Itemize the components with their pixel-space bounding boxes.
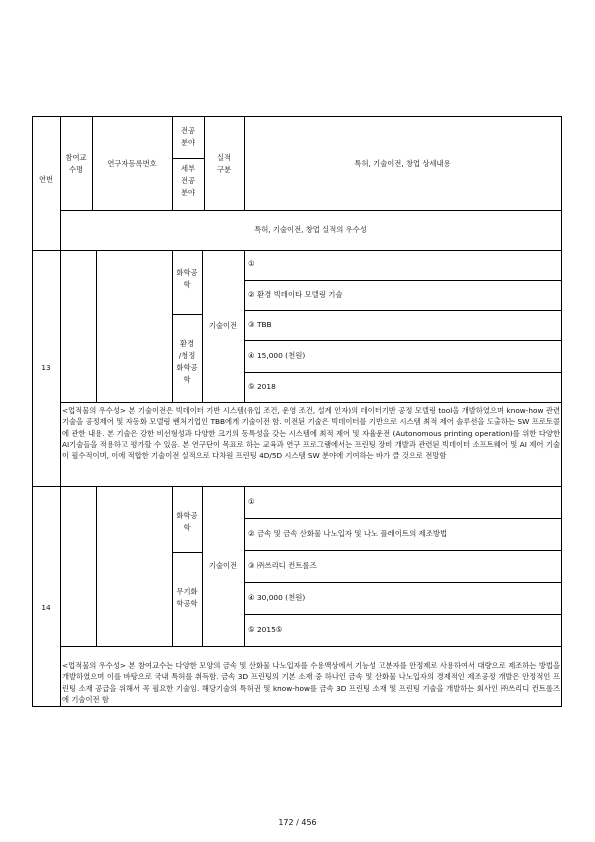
header-excellence: 특허, 기술이전, 창업 실적의 우수성 — [254, 225, 367, 234]
record-result-type: 기술이전 — [208, 321, 238, 330]
grid-line — [96, 486, 97, 646]
header-detail-field: 세부 전공 분야 — [180, 164, 196, 197]
grid-line — [244, 250, 245, 402]
grid-line — [32, 250, 562, 251]
record-entry: ④ 30,000 (천원) — [248, 593, 306, 602]
header-major: 전공 분야 — [180, 126, 196, 147]
performance-table — [32, 116, 562, 707]
header-index: 연번 — [38, 175, 54, 184]
grid-line — [244, 614, 561, 615]
record-major: 화학공 학 — [176, 511, 198, 532]
header-result-type: 실적 구분 — [216, 153, 232, 174]
grid-line — [244, 550, 561, 551]
record-entry: ① — [248, 497, 255, 506]
record-result-type: 기술이전 — [208, 561, 238, 570]
grid-line — [244, 372, 561, 373]
grid-line — [172, 314, 202, 315]
grid-line — [60, 646, 561, 647]
header-details: 특허, 기술이전, 창업 상세내용 — [354, 159, 451, 168]
grid-line — [32, 486, 562, 487]
record-excellence: <업적물의 우수성> 본 참여교수는 다양한 모양의 금속 및 산화물 나노입자를 수용액상에서 기능성 고분자를 안정제로 사용하여서 대량으로 제조하는 방법을 개발하였으며 이를 바탕으로 국내 특허를 취득함. 금속 3D 프린팅의 기본 소재 중 하나인 금속 및 산화물 나노입자의 경제적인 제조공정 개발은 안정적인 프린팅 소재 공급을 위해서 꼭 필요한 기술임. 해당기술의 특허권 및 know-how를 금속 3D 프린팅 소재 및 프린팅 기술을 개발하는 회사인 ㈜쓰리디 컨트롤즈에 기술이전 함 — [62, 661, 560, 704]
record-entry: ③ TBB — [248, 320, 272, 329]
grid-line — [244, 486, 245, 646]
grid-line — [60, 402, 561, 403]
record-entry: ⑤ 2015⑤ — [248, 625, 283, 634]
record-entry: ① — [248, 259, 255, 268]
record-entry: ④ 15,000 (천원) — [248, 351, 306, 360]
record-major: 화학공 학 — [176, 268, 198, 289]
table-border-right — [561, 116, 562, 707]
record-entry: ⑤ 2018 — [248, 382, 276, 391]
record-index: 14 — [41, 603, 51, 612]
grid-line — [244, 582, 561, 583]
record-entry: ② 환경 빅데이타 모델링 기술 — [248, 290, 343, 299]
grid-line — [96, 250, 97, 402]
grid-line — [244, 280, 561, 281]
page-number: 172 / 456 — [278, 818, 317, 827]
record-excellence: <업적물의 우수성> 본 기술이전은 빅데이터 기반 시스템(유입 조건, 운영 조건, 설계 인자)의 데이터기반 공정 모델링 tool을 개발하였으며 know-how 관련 기술을 공정제어 및 자동화 모델링 벤처기업인 TBB에게 기술이전 함. 이전된 기술은 빅데이터를 기반으로 시스템 최적 제어 솔루션을 도출하는 SW 프로토콜에 관한 내용. 본 기술은 강한 비선형성과 다양한 크기의 동특성을 갖는 시스템에 최적 제어 및 자율운전 (Autonomous printing operation)를 위한 다양한 AI기술들을 적용하고 평가할 수 있음. 본 연구단이 목표로 하는 교육과 연구 프로그램에서는 프린팅 장비 개발과 관련된 빅데이터 소프트웨어 및 AI 제어 기술이 필수적이며, 이에 적합한 기술이전 실적으로 다차원 프린팅 4D/5D 시스템 SW 분야에 기여하는 바가 클 것으로 전망함 — [62, 406, 560, 461]
grid-line — [60, 250, 61, 486]
grid-line — [60, 486, 61, 706]
grid-line — [244, 340, 561, 341]
record-entry: ② 금속 및 금속 산화물 나노입자 및 나노 플레이트의 제조방법 — [248, 529, 448, 538]
table-border-top — [32, 116, 562, 117]
table-border-left — [32, 116, 33, 707]
record-detail-field: 환경 /청정 화학공 학 — [176, 339, 198, 384]
header-researcher-id: 연구자등록번호 — [107, 159, 157, 168]
table-border-bottom — [32, 706, 562, 707]
grid-line — [244, 518, 561, 519]
grid-line — [244, 310, 561, 311]
header-professor: 참여교 수명 — [65, 153, 87, 174]
grid-line — [172, 552, 202, 553]
record-detail-field: 무기화 학공학 — [176, 587, 198, 608]
record-index: 13 — [41, 363, 51, 372]
grid-line — [172, 158, 204, 159]
grid-line — [60, 210, 561, 211]
record-entry: ③ ㈜쓰리디 컨트롤즈 — [248, 561, 317, 570]
